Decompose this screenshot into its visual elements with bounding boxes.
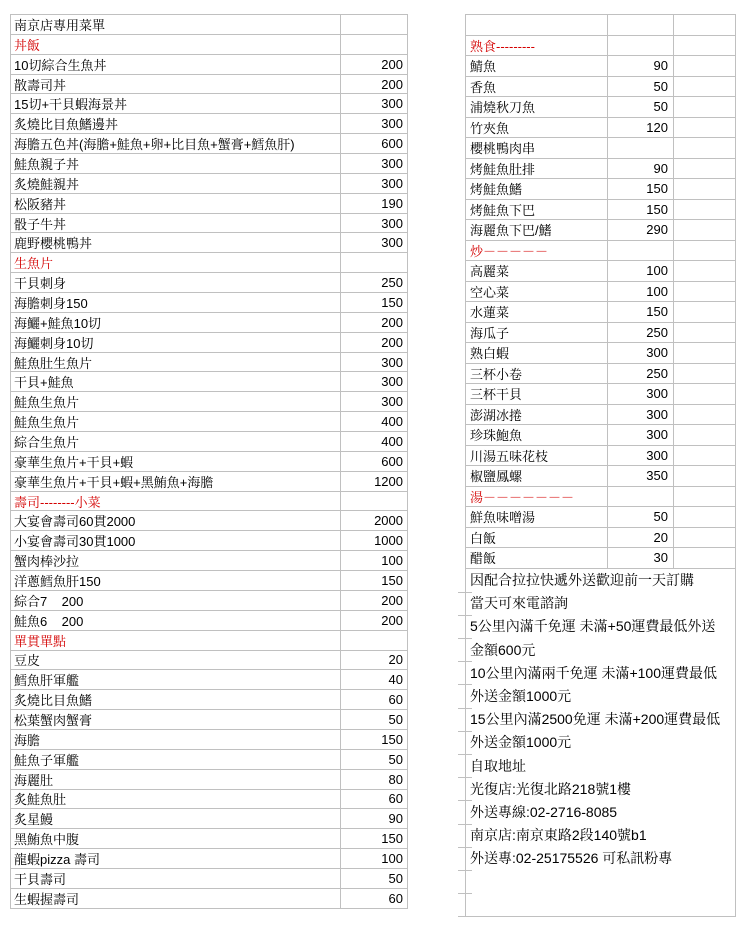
item-name-cell: 干貝+鮭魚 xyxy=(11,372,341,392)
spacer-cell xyxy=(674,466,736,487)
spacer-cell xyxy=(674,282,736,303)
gridline-stub xyxy=(458,916,472,917)
menu-item-row xyxy=(11,452,408,472)
item-price-cell: 50 xyxy=(341,750,408,770)
item-price-cell: 300 xyxy=(341,372,408,392)
item-name-cell: 豆皮 xyxy=(11,651,341,671)
menu-item-row xyxy=(11,809,408,829)
spacer-cell xyxy=(674,77,736,98)
item-price-cell: 150 xyxy=(608,302,674,323)
spacer-cell xyxy=(674,446,736,467)
item-name-cell: 炙鮭魚肚 xyxy=(11,790,341,810)
item-price-cell: 400 xyxy=(341,432,408,452)
section-header-cell: 熟食--------- xyxy=(466,36,608,57)
item-price-cell: 600 xyxy=(341,452,408,472)
item-name-cell: 椒鹽鳳螺 xyxy=(466,466,608,487)
note-line-text: 外送金額1000元 xyxy=(470,734,572,751)
menu-item-row xyxy=(11,313,408,333)
item-price-cell: 200 xyxy=(341,333,408,353)
menu-item-row xyxy=(11,730,408,750)
note-line-text: 15公里內滿2500免運 未滿+200運費最低 xyxy=(470,711,721,728)
menu-item-row xyxy=(466,159,736,180)
item-name-cell: 龍蝦pizza 壽司 xyxy=(11,849,341,869)
spacer-cell xyxy=(674,507,736,528)
item-price-cell: 80 xyxy=(341,770,408,790)
item-price-cell: 2000 xyxy=(341,511,408,531)
menu-item-row xyxy=(11,790,408,810)
item-name-cell: 15切+干貝蝦海景丼 xyxy=(11,94,341,114)
menu-item-row xyxy=(466,15,736,36)
item-name-cell: 黑鮪魚中腹 xyxy=(11,829,341,849)
menu-item-row xyxy=(11,94,408,114)
item-price-cell: 290 xyxy=(608,220,674,241)
menu-item-row xyxy=(466,446,736,467)
section-row xyxy=(466,36,736,57)
menu-item-row xyxy=(11,174,408,194)
note-line-text: 10公里內滿兩千免運 未滿+100運費最低 xyxy=(470,664,717,681)
item-name-cell: 三杯干貝 xyxy=(466,384,608,405)
delivery-notes xyxy=(466,569,736,918)
spacer-cell xyxy=(674,159,736,180)
item-name-cell: 鮭魚生魚片 xyxy=(11,392,341,412)
section-header-cell: 炒－－－－－ xyxy=(466,241,608,262)
menu-item-row xyxy=(11,889,408,909)
spacer-cell xyxy=(674,97,736,118)
right-menu-rows xyxy=(466,15,736,569)
item-name-cell: 干貝壽司 xyxy=(11,869,341,889)
menu-item-row xyxy=(11,412,408,432)
item-name-cell: 鮭魚生魚片 xyxy=(11,412,341,432)
note-line-text: 外送專:02-25175526 可私訊粉專 xyxy=(470,850,673,867)
item-price-cell: 250 xyxy=(341,273,408,293)
spacer-cell xyxy=(674,200,736,221)
right-menu-table xyxy=(465,14,736,917)
menu-item-row xyxy=(11,55,408,75)
item-price-cell: 300 xyxy=(608,384,674,405)
menu-item-row xyxy=(466,302,736,323)
note-line-row xyxy=(466,731,736,754)
item-price-cell: 600 xyxy=(341,134,408,154)
item-name-cell: 高麗菜 xyxy=(466,261,608,282)
menu-item-row xyxy=(11,372,408,392)
note-line-row xyxy=(466,893,736,916)
menu-item-row xyxy=(11,651,408,671)
item-name-cell: 綜合7 200 xyxy=(11,591,341,611)
menu-item-row xyxy=(466,507,736,528)
menu-item-row xyxy=(466,364,736,385)
menu-item-row xyxy=(466,56,736,77)
note-line-row xyxy=(466,800,736,823)
menu-item-row xyxy=(11,194,408,214)
section-header-cell: 單貫單點 xyxy=(11,631,341,651)
item-price-cell xyxy=(341,15,408,35)
item-name-cell: 海麗魚下巴/鰭 xyxy=(466,220,608,241)
menu-item-row xyxy=(11,214,408,234)
item-price-cell: 100 xyxy=(341,849,408,869)
note-line-row xyxy=(466,684,736,707)
item-price-cell: 150 xyxy=(341,730,408,750)
menu-item-row xyxy=(11,829,408,849)
item-price-cell: 50 xyxy=(341,869,408,889)
item-name-cell: 炙燒鮭親丼 xyxy=(11,174,341,194)
item-price-cell: 60 xyxy=(341,790,408,810)
item-price-cell: 150 xyxy=(608,200,674,221)
item-name-cell: 海鱺刺身10切 xyxy=(11,333,341,353)
menu-item-row xyxy=(11,273,408,293)
item-price-cell: 20 xyxy=(608,528,674,549)
spacer-cell xyxy=(674,487,736,508)
menu-item-row xyxy=(11,710,408,730)
menu-item-row xyxy=(11,690,408,710)
item-name-cell: 竹夾魚 xyxy=(466,118,608,139)
item-name-cell: 小宴會壽司30貫1000 xyxy=(11,531,341,551)
item-price-cell: 350 xyxy=(608,466,674,487)
item-price-cell: 90 xyxy=(341,809,408,829)
section-row xyxy=(11,253,408,273)
item-name-cell xyxy=(466,15,608,36)
item-name-cell: 鹿野櫻桃鴨丼 xyxy=(11,233,341,253)
item-price-cell: 300 xyxy=(608,446,674,467)
note-line-row xyxy=(466,824,736,847)
item-name-cell: 烤鮭魚下巴 xyxy=(466,200,608,221)
menu-item-row xyxy=(466,548,736,569)
item-name-cell: 大宴會壽司60貫2000 xyxy=(11,511,341,531)
item-name-cell: 熟白蝦 xyxy=(466,343,608,364)
item-price-cell: 150 xyxy=(341,829,408,849)
item-price-cell: 90 xyxy=(608,56,674,77)
spacer-cell xyxy=(674,548,736,569)
item-name-cell: 鮭魚親子丼 xyxy=(11,154,341,174)
item-name-cell: 綜合生魚片 xyxy=(11,432,341,452)
item-name-cell: 豪華生魚片+干貝+蝦+黑鮪魚+海膽 xyxy=(11,472,341,492)
note-line-row xyxy=(466,754,736,777)
item-price-cell: 300 xyxy=(608,425,674,446)
item-name-cell: 烤鮭魚肚排 xyxy=(466,159,608,180)
item-name-cell: 白飯 xyxy=(466,528,608,549)
item-name-cell: 散壽司丼 xyxy=(11,75,341,95)
menu-item-row xyxy=(11,611,408,631)
menu-item-row xyxy=(11,571,408,591)
item-name-cell: 海麗肚 xyxy=(11,770,341,790)
item-price-cell: 300 xyxy=(341,94,408,114)
item-price-cell: 300 xyxy=(341,353,408,373)
spacer-cell xyxy=(674,343,736,364)
item-price-cell: 90 xyxy=(608,159,674,180)
spacer-cell xyxy=(674,425,736,446)
item-name-cell: 海膽刺身150 xyxy=(11,293,341,313)
spacer-cell xyxy=(674,179,736,200)
menu-item-row xyxy=(11,392,408,412)
menu-item-row xyxy=(11,233,408,253)
item-name-cell: 香魚 xyxy=(466,77,608,98)
item-name-cell: 蟹肉棒沙拉 xyxy=(11,551,341,571)
item-price-cell: 400 xyxy=(341,412,408,432)
menu-item-row xyxy=(466,425,736,446)
item-price-cell: 100 xyxy=(341,551,408,571)
note-line-text: 自取地址 xyxy=(470,757,526,774)
menu-item-row xyxy=(11,849,408,869)
item-price-cell xyxy=(341,492,408,512)
note-line-text: 外送專線:02-2716-8085 xyxy=(470,803,618,820)
item-name-cell: 空心菜 xyxy=(466,282,608,303)
item-price-cell xyxy=(608,36,674,57)
menu-item-row xyxy=(11,154,408,174)
item-price-cell: 300 xyxy=(608,405,674,426)
item-price-cell: 60 xyxy=(341,889,408,909)
menu-item-row xyxy=(466,323,736,344)
item-price-cell: 250 xyxy=(608,364,674,385)
item-price-cell: 60 xyxy=(341,690,408,710)
menu-item-row xyxy=(11,333,408,353)
note-line-row xyxy=(466,661,736,684)
item-name-cell: 烤鮭魚鰭 xyxy=(466,179,608,200)
item-price-cell: 100 xyxy=(608,282,674,303)
section-header-cell: 湯－－－－－－－ xyxy=(466,487,608,508)
item-name-cell: 南京店專用菜單 xyxy=(11,15,341,35)
item-name-cell: 醋飯 xyxy=(466,548,608,569)
section-header-cell: 壽司--------小菜 xyxy=(11,492,341,512)
item-price-cell: 190 xyxy=(341,194,408,214)
item-name-cell: 水蓮菜 xyxy=(466,302,608,323)
spacer-cell xyxy=(674,302,736,323)
menu-item-row xyxy=(11,134,408,154)
menu-item-row xyxy=(11,75,408,95)
item-name-cell: 干貝刺身 xyxy=(11,273,341,293)
menu-item-row xyxy=(11,869,408,889)
item-name-cell: 鮭魚6 200 xyxy=(11,611,341,631)
item-price-cell: 1000 xyxy=(341,531,408,551)
item-price-cell: 250 xyxy=(608,323,674,344)
menu-item-row xyxy=(466,179,736,200)
note-line-row xyxy=(466,638,736,661)
menu-item-row xyxy=(11,551,408,571)
item-name-cell: 川湯五味花枝 xyxy=(466,446,608,467)
item-price-cell xyxy=(608,241,674,262)
item-price-cell: 300 xyxy=(341,392,408,412)
item-price-cell: 50 xyxy=(608,97,674,118)
note-line-text: 5公里內滿千免運 未滿+50運費最低外送 xyxy=(470,618,716,635)
item-price-cell xyxy=(608,138,674,159)
menu-item-row xyxy=(466,97,736,118)
title-row xyxy=(11,15,408,35)
note-line-text: 外送金額1000元 xyxy=(470,688,572,705)
item-name-cell: 鯖魚 xyxy=(466,56,608,77)
item-price-cell: 150 xyxy=(341,571,408,591)
item-name-cell: 海鱺+鮭魚10切 xyxy=(11,313,341,333)
item-price-cell: 50 xyxy=(608,77,674,98)
item-name-cell: 海膽 xyxy=(11,730,341,750)
item-name-cell: 三杯小卷 xyxy=(466,364,608,385)
item-price-cell: 300 xyxy=(608,343,674,364)
note-line-text: 金額600元 xyxy=(470,641,536,658)
item-name-cell: 櫻桃鴨肉串 xyxy=(466,138,608,159)
menu-item-row xyxy=(11,670,408,690)
menu-item-row xyxy=(466,77,736,98)
item-price-cell xyxy=(608,15,674,36)
item-price-cell: 300 xyxy=(341,174,408,194)
note-line-row xyxy=(466,569,736,592)
section-row xyxy=(11,492,408,512)
item-price-cell: 300 xyxy=(341,154,408,174)
note-line-text: 當天可來電諮詢 xyxy=(470,595,568,612)
item-name-cell: 珍珠鮑魚 xyxy=(466,425,608,446)
spacer-cell xyxy=(674,364,736,385)
item-price-cell: 200 xyxy=(341,611,408,631)
item-price-cell xyxy=(341,253,408,273)
item-name-cell: 澎湖冰捲 xyxy=(466,405,608,426)
item-price-cell: 150 xyxy=(341,293,408,313)
menu-item-row xyxy=(11,432,408,452)
spacer-cell xyxy=(674,261,736,282)
menu-item-row xyxy=(466,343,736,364)
menu-item-row xyxy=(466,118,736,139)
section-header-cell: 生魚片 xyxy=(11,253,341,273)
note-line-text: 因配合拉拉快遞外送歡迎前一天訂購 xyxy=(470,572,694,589)
item-price-cell: 50 xyxy=(608,507,674,528)
item-price-cell: 120 xyxy=(608,118,674,139)
item-price-cell xyxy=(608,487,674,508)
menu-item-row xyxy=(466,200,736,221)
item-price-cell xyxy=(341,35,408,55)
item-price-cell: 200 xyxy=(341,313,408,333)
spacer-cell xyxy=(674,15,736,36)
spacer-cell xyxy=(674,528,736,549)
spacer-cell xyxy=(674,384,736,405)
menu-item-row xyxy=(466,220,736,241)
item-price-cell: 20 xyxy=(341,651,408,671)
item-name-cell: 炙燒比目魚鰭 xyxy=(11,690,341,710)
spacer-cell xyxy=(674,118,736,139)
menu-item-row xyxy=(466,528,736,549)
note-line-text: 光復店:光復北路218號1樓 xyxy=(470,780,632,797)
note-line-row xyxy=(466,777,736,800)
note-line-row xyxy=(466,592,736,615)
item-name-cell: 洋蔥鱈魚肝150 xyxy=(11,571,341,591)
menu-item-row xyxy=(11,114,408,134)
menu-item-row xyxy=(466,261,736,282)
item-price-cell: 30 xyxy=(608,548,674,569)
spacer-cell xyxy=(674,138,736,159)
item-price-cell: 50 xyxy=(341,710,408,730)
item-name-cell: 松葉蟹肉蟹膏 xyxy=(11,710,341,730)
note-line-row xyxy=(466,870,736,893)
menu-item-row xyxy=(466,466,736,487)
section-row xyxy=(466,487,736,508)
item-name-cell: 鮭魚肚生魚片 xyxy=(11,353,341,373)
item-name-cell: 骰子牛丼 xyxy=(11,214,341,234)
menu-item-row xyxy=(466,405,736,426)
note-line-row xyxy=(466,708,736,731)
note-line-row xyxy=(466,615,736,638)
item-price-cell: 300 xyxy=(341,233,408,253)
item-price-cell: 300 xyxy=(341,114,408,134)
spacer-cell xyxy=(674,323,736,344)
menu-item-row xyxy=(11,353,408,373)
menu-item-row xyxy=(11,293,408,313)
item-name-cell: 鮭魚子軍艦 xyxy=(11,750,341,770)
menu-item-row xyxy=(466,138,736,159)
section-row xyxy=(466,241,736,262)
menu-item-row xyxy=(11,531,408,551)
spacer-cell xyxy=(674,220,736,241)
menu-item-row xyxy=(11,511,408,531)
note-line-text: 南京店:南京東路2段140號b1 xyxy=(470,827,647,844)
section-row xyxy=(11,35,408,55)
item-price-cell xyxy=(341,631,408,651)
spacer-cell xyxy=(674,405,736,426)
item-price-cell: 150 xyxy=(608,179,674,200)
item-name-cell: 炙星鰻 xyxy=(11,809,341,829)
item-name-cell: 鮮魚味噌湯 xyxy=(466,507,608,528)
item-name-cell: 豪華生魚片+干貝+蝦 xyxy=(11,452,341,472)
menu-item-row xyxy=(11,770,408,790)
item-name-cell: 浦燒秋刀魚 xyxy=(466,97,608,118)
menu-item-row xyxy=(466,282,736,303)
item-price-cell: 1200 xyxy=(341,472,408,492)
item-name-cell: 10切綜合生魚丼 xyxy=(11,55,341,75)
spacer-cell xyxy=(674,56,736,77)
section-header-cell: 丼飯 xyxy=(11,35,341,55)
menu-item-row xyxy=(11,591,408,611)
menu-item-row xyxy=(11,750,408,770)
item-name-cell: 松阪豬丼 xyxy=(11,194,341,214)
item-price-cell: 200 xyxy=(341,55,408,75)
left-menu-table xyxy=(10,14,408,909)
spacer-cell xyxy=(674,36,736,57)
section-row xyxy=(11,631,408,651)
item-name-cell: 炙燒比目魚鰭邊丼 xyxy=(11,114,341,134)
menu-item-row xyxy=(466,384,736,405)
note-line-row xyxy=(466,847,736,870)
item-name-cell: 生蝦握壽司 xyxy=(11,889,341,909)
item-name-cell: 海瓜子 xyxy=(466,323,608,344)
item-price-cell: 40 xyxy=(341,670,408,690)
item-name-cell: 海膽五色丼(海膽+鮭魚+卵+比目魚+蟹膏+鱈魚肝) xyxy=(11,134,341,154)
menu-item-row xyxy=(11,472,408,492)
item-price-cell: 200 xyxy=(341,75,408,95)
item-price-cell: 200 xyxy=(341,591,408,611)
item-price-cell: 300 xyxy=(341,214,408,234)
spacer-cell xyxy=(674,241,736,262)
item-name-cell: 鱈魚肝軍艦 xyxy=(11,670,341,690)
item-price-cell: 100 xyxy=(608,261,674,282)
